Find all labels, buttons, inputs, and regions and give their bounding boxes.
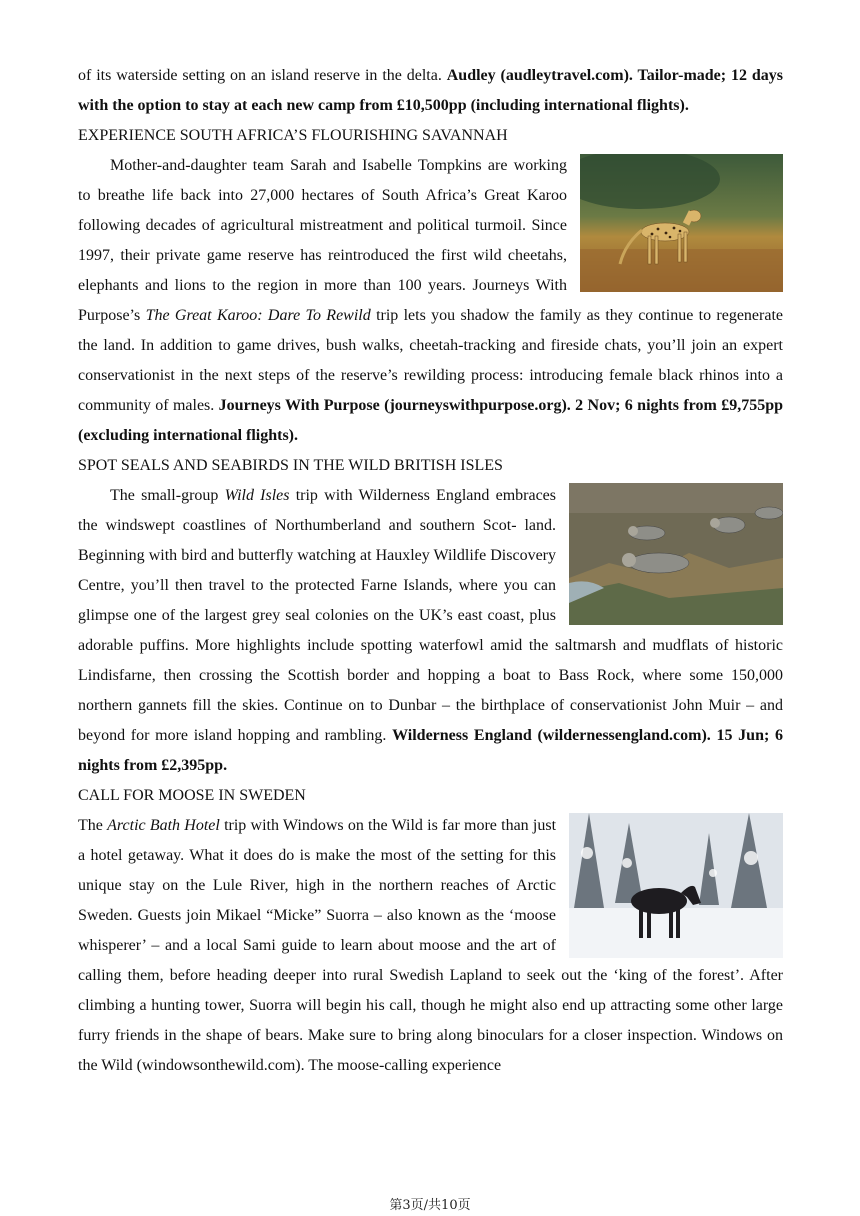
section-heading-sweden: CALL FOR MOOSE IN SWEDEN xyxy=(78,787,306,804)
section-heading-south-africa: EXPERIENCE SOUTH AFRICA’S FLOURISHING SAVANNAH xyxy=(78,127,508,144)
body-text: The small-group xyxy=(110,487,225,504)
body-text: trip with Windows on the Wild is far more than just a hotel getaway. What it does do is make the most of the setting for this unique stay on the Lule River, high in the northern reaches of Arctic Sweden. Guests join Mikael “Micke” Suorra – also known as the ‘moose whisperer’ – and a local Sami guide to learn about moose and the art of calling them, before heading deeper into rural Swedish Lapland to seek out the ‘king of the forest’. After climbing a hunting tower, Suorra will begin his call, though he might also end up attracting some other large furry friends in the shape of bears. Make sure to bring along binoculars for a closer inspection. Windows on the Wild (windowsonthewild.com). The moose-calling experience xyxy=(78,817,783,1074)
body-text: trip with Wilderness England embraces the windswept coastlines of Northumberland and southern Scot- land. Beginning with bird and butterfly watching at Hauxley Wildlife Discovery Centre, you’ll then travel to the protected Farne Islands, where you can glimpse one of the largest grey seal colonies on the UK’s east coast, plus adorable puffins. More highlights include spotting waterfowl amid the saltmarsh and mudflats of historic Lindisfarne, then crossing the Scottish border and hopping a boat to Bass Rock, where some 150,000 northern gannets fill the skies. Continue on to Dunbar – the birthplace of conservationist John Muir – and beyond for more island hopping and rambling. xyxy=(78,487,783,744)
trip-title: The Great Karoo: Dare To Rewild xyxy=(145,307,371,324)
section-heading-british-isles: SPOT SEALS AND SEABIRDS IN THE WILD BRITISH ISLES xyxy=(78,457,503,474)
moose-photo xyxy=(569,813,783,958)
seals-photo xyxy=(569,483,783,625)
booking-info: Wilderness England (wildernessengland.com). 15 Jun; 6 nights from £2,395pp. xyxy=(78,727,784,774)
body-text: Mother-and-daughter team Sarah and Isabelle Tompkins are working to breathe life back into 27,000 hectares of South Africa’s Great Karoo following decades of agricultural mistreatment and political turmoil. Since 1997, their private game reserve has reintroduced the first wild cheetahs, elephants and lions to the region in more than 100 years. Journeys With Purpose’s xyxy=(78,157,567,324)
trip-title: Wild Isles xyxy=(224,487,290,504)
body-text: trip lets you shadow the family as they continue to regenerate the land. In addition to game drives, bush walks, cheetah-tracking and fireside chats, you’ll join an expert conservationist in the next steps of the reserve’s rewilding process: introducing female black rhinos into a community of males. xyxy=(78,307,783,414)
page-number: 第3页/共10页 xyxy=(389,1198,471,1213)
trip-title: Arctic Bath Hotel xyxy=(107,817,220,834)
article-page xyxy=(78,61,783,1081)
intro-paragraph xyxy=(78,61,783,121)
intro-text: of its waterside setting on an island reserve in the delta. xyxy=(78,67,447,84)
body-text: The xyxy=(78,817,108,834)
cheetah-photo xyxy=(580,154,783,292)
intro-booking-info: Audley (audleytravel.com). Tailor-made; 12 days with the option to stay at each new camp from £10,500pp (including international flights). xyxy=(78,67,783,114)
booking-info: Journeys With Purpose (journeyswithpurpose.org). 2 Nov; 6 nights from £9,755pp (excluding international flights). xyxy=(78,397,783,444)
